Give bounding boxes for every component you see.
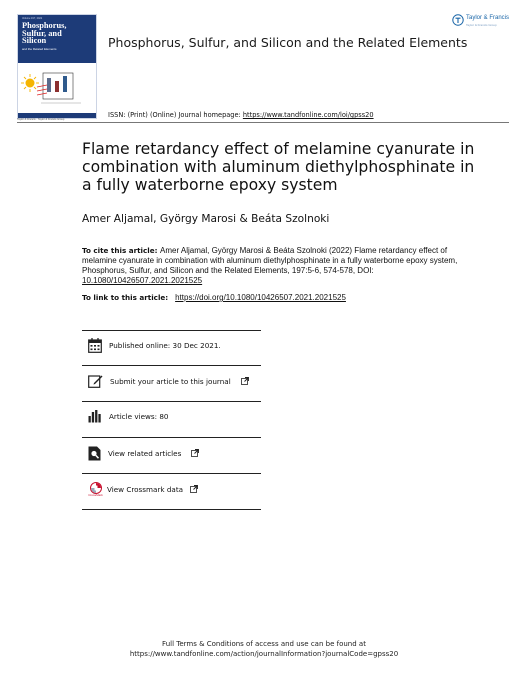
article-link-line	[82, 293, 346, 302]
crossmark-logo-text: CrossMark	[88, 492, 103, 497]
cover-volume: Volume 197, 2022	[22, 17, 43, 20]
submit-article-text: Submit your article to this journal	[110, 376, 231, 386]
citation	[82, 246, 482, 286]
bar-chart-icon	[88, 410, 102, 423]
article-doi-link[interactable]: https://doi.org/10.1080/10426507.2021.2021525	[175, 293, 346, 302]
article-link-label: To link to this article:	[82, 293, 171, 302]
edit-icon	[88, 374, 103, 388]
publisher-tagline: Taylor & Francis Group	[466, 23, 497, 27]
citation-label: To cite this article:	[82, 246, 160, 255]
external-link-icon	[190, 485, 198, 493]
article-views-item	[88, 405, 169, 427]
issn-label: ISSN: (Print) (Online) Journal homepage:	[108, 111, 243, 119]
footer-terms-link[interactable]: https://www.tandfonline.com/action/journalInformation?journalCode=gpss20	[129, 649, 399, 658]
info-divider	[82, 437, 261, 438]
article-authors: Amer Aljamal, György Marosi & Beáta Szolnoki	[82, 213, 330, 225]
crossmark-text: View Crossmark data	[107, 484, 184, 494]
sun-icon	[21, 74, 39, 92]
issn-line	[108, 111, 374, 119]
search-document-icon	[88, 446, 101, 461]
publisher-logo[interactable]	[452, 14, 522, 36]
cover-illustration	[21, 69, 93, 109]
published-online-item	[88, 334, 221, 356]
article-views-text: Article views: 80	[109, 411, 169, 421]
crossmark-icon	[90, 482, 102, 494]
cover-title: Phosphorus, Sulfur, and Silicon	[22, 21, 67, 46]
cover-subtitle: and the Related Elements	[22, 47, 57, 51]
journal-name[interactable]: Phosphorus, Sulfur, and Silicon and the Related Elements	[108, 35, 468, 50]
info-divider	[82, 509, 261, 510]
article-title: Flame retardancy effect of melamine cyanurate in combination with aluminum diethylphosphinate in a fully waterborne epoxy system	[82, 140, 475, 194]
crossmark-link[interactable]	[88, 478, 198, 500]
calendar-icon	[88, 338, 102, 353]
journal-cover	[17, 14, 97, 119]
submit-article-link[interactable]	[88, 370, 249, 392]
related-articles-link[interactable]	[88, 442, 199, 464]
publisher-name: Taylor & Francis	[466, 15, 510, 21]
journal-homepage-link[interactable]: https://www.tandfonline.com/loi/gpss20	[242, 111, 374, 119]
header-divider	[17, 122, 509, 123]
footer-terms-text: Full Terms & Conditions of access and use can be found at	[162, 640, 366, 648]
external-link-icon	[191, 449, 199, 457]
citation-text: Amer Aljamal, György Marosi & Beáta Szolnoki (2022) Flame retardancy effect of melamine cyanurate in combination with aluminum diethylphosphinate in a fully waterborne epoxy system, Phosphorus, Sulfur, and Silicon and the Related Elements, 197:5-6, 574-578, DOI:	[82, 246, 458, 275]
info-divider	[82, 365, 261, 366]
info-divider	[82, 330, 261, 331]
info-divider	[82, 401, 261, 402]
published-online-text: Published online: 30 Dec 2021.	[109, 340, 221, 350]
publisher-logo-icon	[452, 14, 464, 26]
related-articles-text: View related articles	[108, 448, 182, 458]
info-divider	[82, 473, 261, 474]
footer	[0, 640, 528, 659]
crossmark-logo	[88, 482, 103, 497]
cover-publisher-text: Taylor & Francis · Taylor & Francis Group	[17, 118, 65, 121]
external-link-icon	[241, 377, 249, 385]
citation-doi-link[interactable]: 10.1080/10426507.2021.2021525	[82, 276, 203, 285]
